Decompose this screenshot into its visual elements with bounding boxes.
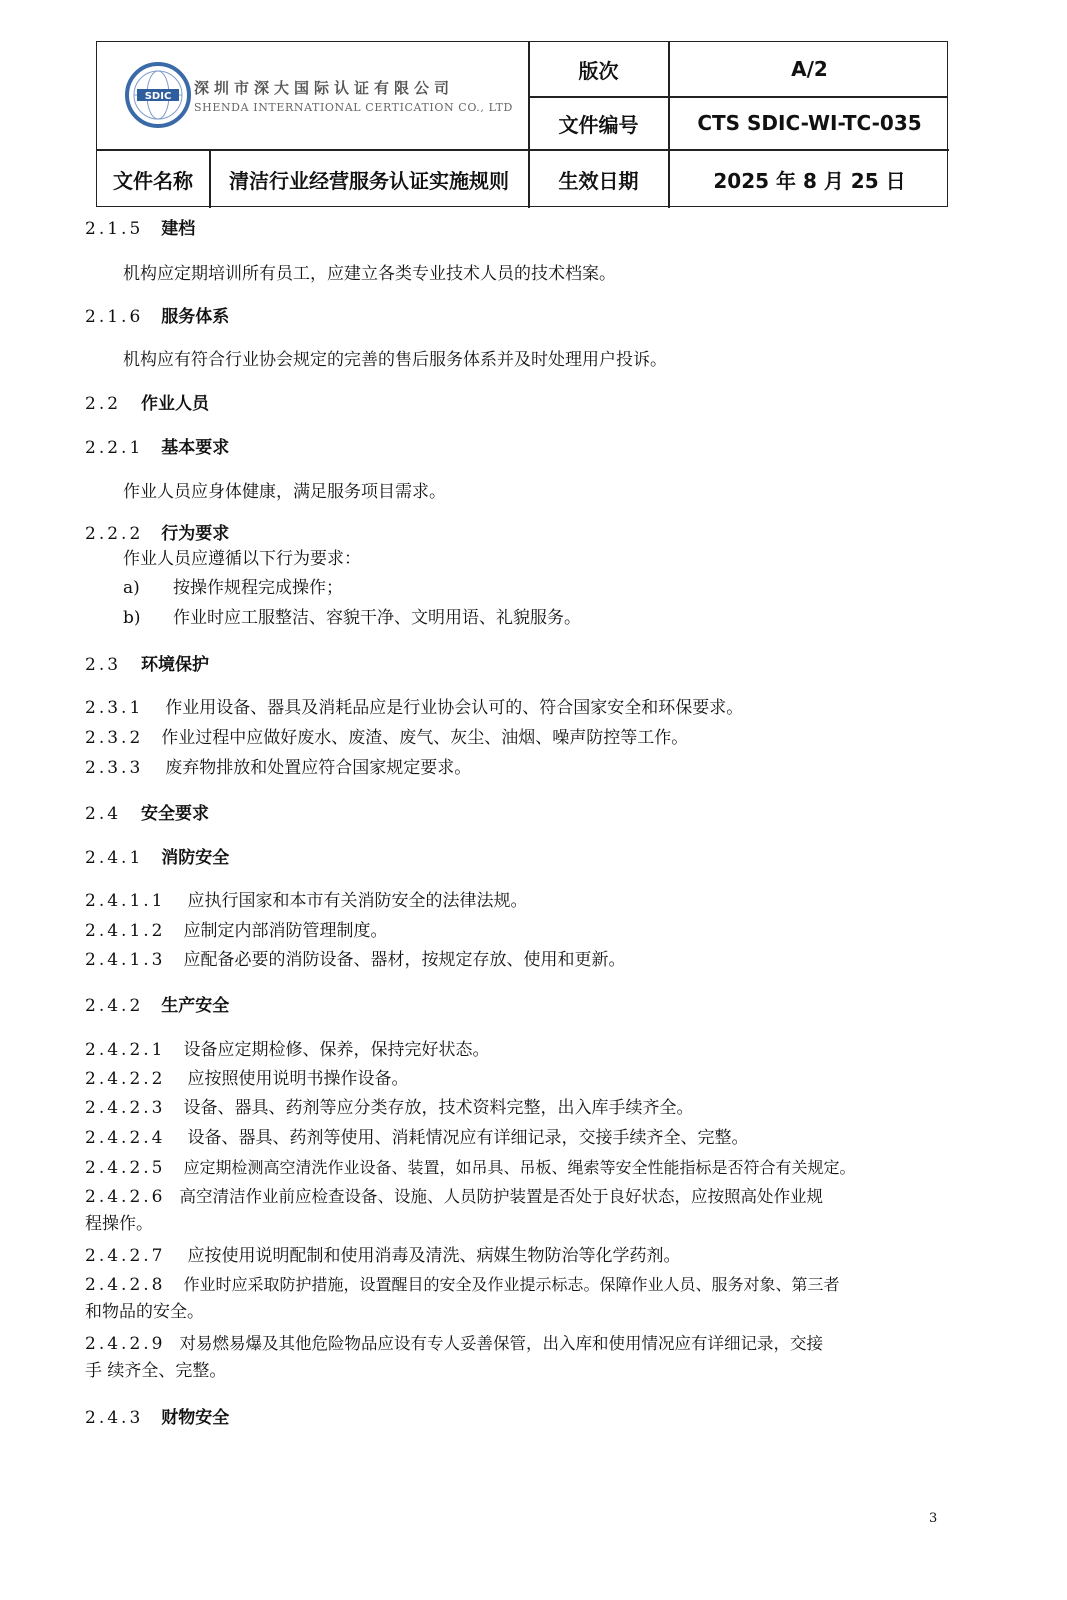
section-heading: 2.4.1 消防安全 xyxy=(85,848,230,868)
clause: 2.4.2.6 高空清洁作业前应检查设备、设施、人员防护装置是否处于良好状态，应按照高处作业规 xyxy=(85,1187,823,1207)
clause-continuation: 程操作。 xyxy=(85,1214,153,1234)
section-heading: 2.1.6 服务体系 xyxy=(85,307,230,327)
logo-text: SDIC xyxy=(144,91,172,102)
clause-continuation: 和物品的安全。 xyxy=(85,1302,204,1322)
date-label: 生效日期 xyxy=(558,168,639,193)
docname-value: 清洁行业经营服务认证实施规则 xyxy=(229,168,509,193)
section-heading: 2.4.2 生产安全 xyxy=(85,996,230,1016)
clause: 2.4.2.8 作业时应采取防护措施，设置醒目的安全及作业提示标志。保障作业人员、服务对象、第三者 xyxy=(85,1275,840,1295)
clause: 2.4.2.7 应按使用说明配制和使用消毒及清洗、病媒生物防治等化学药剂。 xyxy=(85,1246,681,1266)
paragraph: 机构应有符合行业协会规定的完善的售后服务体系并及时处理用户投诉。 xyxy=(123,350,667,370)
docno-value: CTS SDIC-WI-TC-035 xyxy=(697,111,922,135)
clause-continuation: 手 续齐全、完整。 xyxy=(85,1361,227,1381)
clause: 2.4.1.3 应配备必要的消防设备、器材，按规定存放、使用和更新。 xyxy=(85,950,626,970)
list-item: a) 按操作规程完成操作； xyxy=(123,578,343,598)
section-heading: 2.2 作业人员 xyxy=(85,394,210,414)
section-heading: 2.2.2 行为要求 xyxy=(85,524,230,544)
list-item: b) 作业时应工服整洁、容貌干净、文明用语、礼貌服务。 xyxy=(123,608,581,628)
company-logo-icon xyxy=(125,62,191,128)
version-value: A/2 xyxy=(791,57,828,81)
paragraph: 作业人员应遵循以下行为要求： xyxy=(123,549,361,569)
section-heading: 2.2.1 基本要求 xyxy=(85,438,230,458)
section-heading: 2.3 环境保护 xyxy=(85,655,210,675)
clause: 2.3.1 作业用设备、器具及消耗品应是行业协会认可的、符合国家安全和环保要求。 xyxy=(85,698,744,718)
paragraph: 作业人员应身体健康，满足服务项目需求。 xyxy=(123,482,446,502)
section-heading: 2.4.3 财物安全 xyxy=(85,1408,230,1428)
clause: 2.4.2.9 对易燃易爆及其他危险物品应设有专人妥善保管，出入库和使用情况应有详细记录，交接 xyxy=(85,1334,823,1354)
section-heading: 2.4 安全要求 xyxy=(85,804,210,824)
section-heading: 2.1.5 建档 xyxy=(85,219,196,239)
clause: 2.4.2.5 应定期检测高空清洗作业设备、装置，如吊具、吊板、绳索等安全性能指标是否符合有关规定。 xyxy=(85,1158,856,1178)
document-header-table xyxy=(96,41,948,207)
clause: 2.4.2.3 设备、器具、药剂等应分类存放，技术资料完整，出入库手续齐全。 xyxy=(85,1098,694,1118)
company-name-cn: 深圳市深大国际认证有限公司 xyxy=(194,79,455,97)
clause: 2.3.3 废弃物排放和处置应符合国家规定要求。 xyxy=(85,758,472,778)
clause: 2.4.2.2 应按照使用说明书操作设备。 xyxy=(85,1069,409,1089)
clause: 2.4.2.4 设备、器具、药剂等使用、消耗情况应有详细记录，交接手续齐全、完整。 xyxy=(85,1128,749,1148)
version-label: 版次 xyxy=(578,58,619,83)
docname-label: 文件名称 xyxy=(113,168,193,193)
clause: 2.3.2 作业过程中应做好废水、废渣、废气、灰尘、油烟、噪声防控等工作。 xyxy=(85,728,689,748)
paragraph: 机构应定期培训所有员工，应建立各类专业技术人员的技术档案。 xyxy=(123,264,616,284)
clause: 2.4.1.2 应制定内部消防管理制度。 xyxy=(85,921,388,941)
company-name-en: SHENDA INTERNATIONAL CERTICATION CO., LTD xyxy=(194,101,513,114)
clause: 2.4.2.1 设备应定期检修、保养，保持完好状态。 xyxy=(85,1040,490,1060)
page-number: 3 xyxy=(929,1511,938,1526)
docno-label: 文件编号 xyxy=(558,112,639,137)
clause: 2.4.1.1 应执行国家和本市有关消防安全的法律法规。 xyxy=(85,891,528,911)
date-value: 2025 年 8 月 25 日 xyxy=(713,168,906,193)
